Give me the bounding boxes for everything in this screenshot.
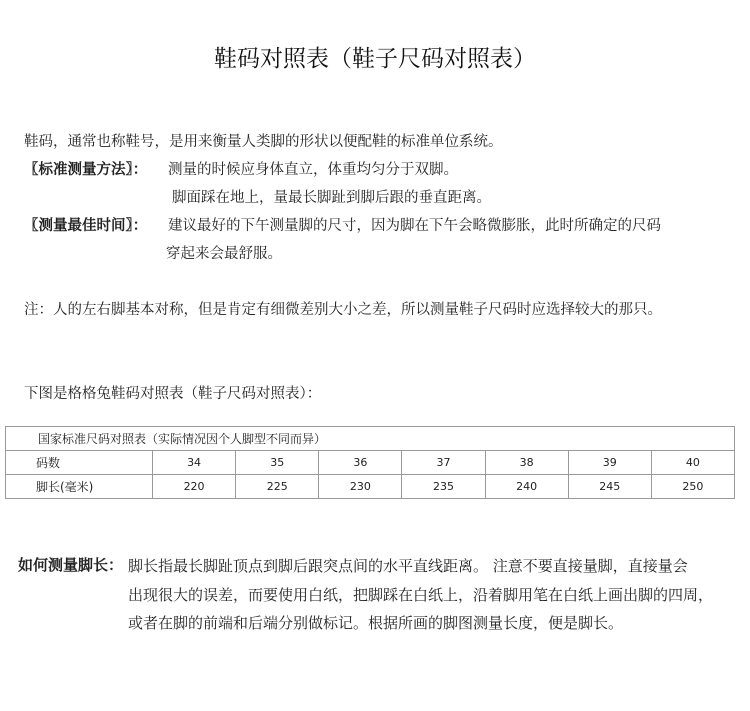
table-cell: 37 <box>402 451 485 475</box>
table-cell: 245 <box>568 475 651 499</box>
method-label: 〖标准测量方法〗： <box>24 162 148 178</box>
table-row <box>6 475 735 499</box>
row-label-size: 码数 <box>6 451 153 475</box>
best-time-label: 〖测量最佳时间〗： <box>24 218 148 234</box>
table-header-row <box>6 427 735 451</box>
intro-text: 鞋码，通常也称鞋号，是用来衡量人类脚的形状以便配鞋的标准单位系统。 <box>24 134 503 150</box>
how-line-3: 或者在脚的前端和后端分别做标记。根据所画的脚图测量长度，便是脚长。 <box>128 614 624 632</box>
note-text: 注：人的左右脚基本对称，但是肯定有细微差别大小之差，所以测量鞋子尺码时应选择较大的那只。 <box>24 302 662 318</box>
how-line-2: 出现很大的误差，而要使用白纸，把脚踩在白纸上，沿着脚用笔在白纸上画出脚的四周， <box>128 586 714 604</box>
table-cell: 235 <box>402 475 485 499</box>
how-to-measure-label: 如何测量脚长： <box>18 556 124 574</box>
best-time-line-1: 建议最好的下午测量脚的尺寸，因为脚在下午会略微膨胀，此时所确定的尺码 <box>168 218 661 234</box>
method-line-1: 测量的时候应身体直立，体重均匀分于双脚。 <box>168 162 458 178</box>
table-cell: 250 <box>651 475 734 499</box>
row-label-foot-length: 脚长(毫米) <box>6 475 153 499</box>
table-cell: 39 <box>568 451 651 475</box>
table-intro: 下图是格格兔鞋码对照表（鞋子尺码对照表）： <box>24 386 322 402</box>
best-time-line-2: 穿起来会最舒服。 <box>166 246 282 262</box>
page-title: 鞋码对照表（鞋子尺码对照表） <box>214 46 536 72</box>
table-header: 国家标准尺码对照表（实际情况因个人脚型不同而异） <box>6 427 735 451</box>
table-cell: 240 <box>485 475 568 499</box>
table-cell: 230 <box>319 475 402 499</box>
table-cell: 36 <box>319 451 402 475</box>
table-row <box>6 451 735 475</box>
method-line-2: 脚面踩在地上，量最长脚趾到脚后跟的垂直距离。 <box>172 190 491 206</box>
size-chart-table <box>5 426 735 499</box>
table-cell: 38 <box>485 451 568 475</box>
table-cell: 34 <box>153 451 236 475</box>
table-cell: 220 <box>153 475 236 499</box>
how-line-1: 脚长指最长脚趾顶点到脚后跟突点间的水平直线距离。 注意不要直接量脚，直接量会 <box>128 557 688 575</box>
table-cell: 40 <box>651 451 734 475</box>
table-cell: 225 <box>236 475 319 499</box>
table-cell: 35 <box>236 451 319 475</box>
